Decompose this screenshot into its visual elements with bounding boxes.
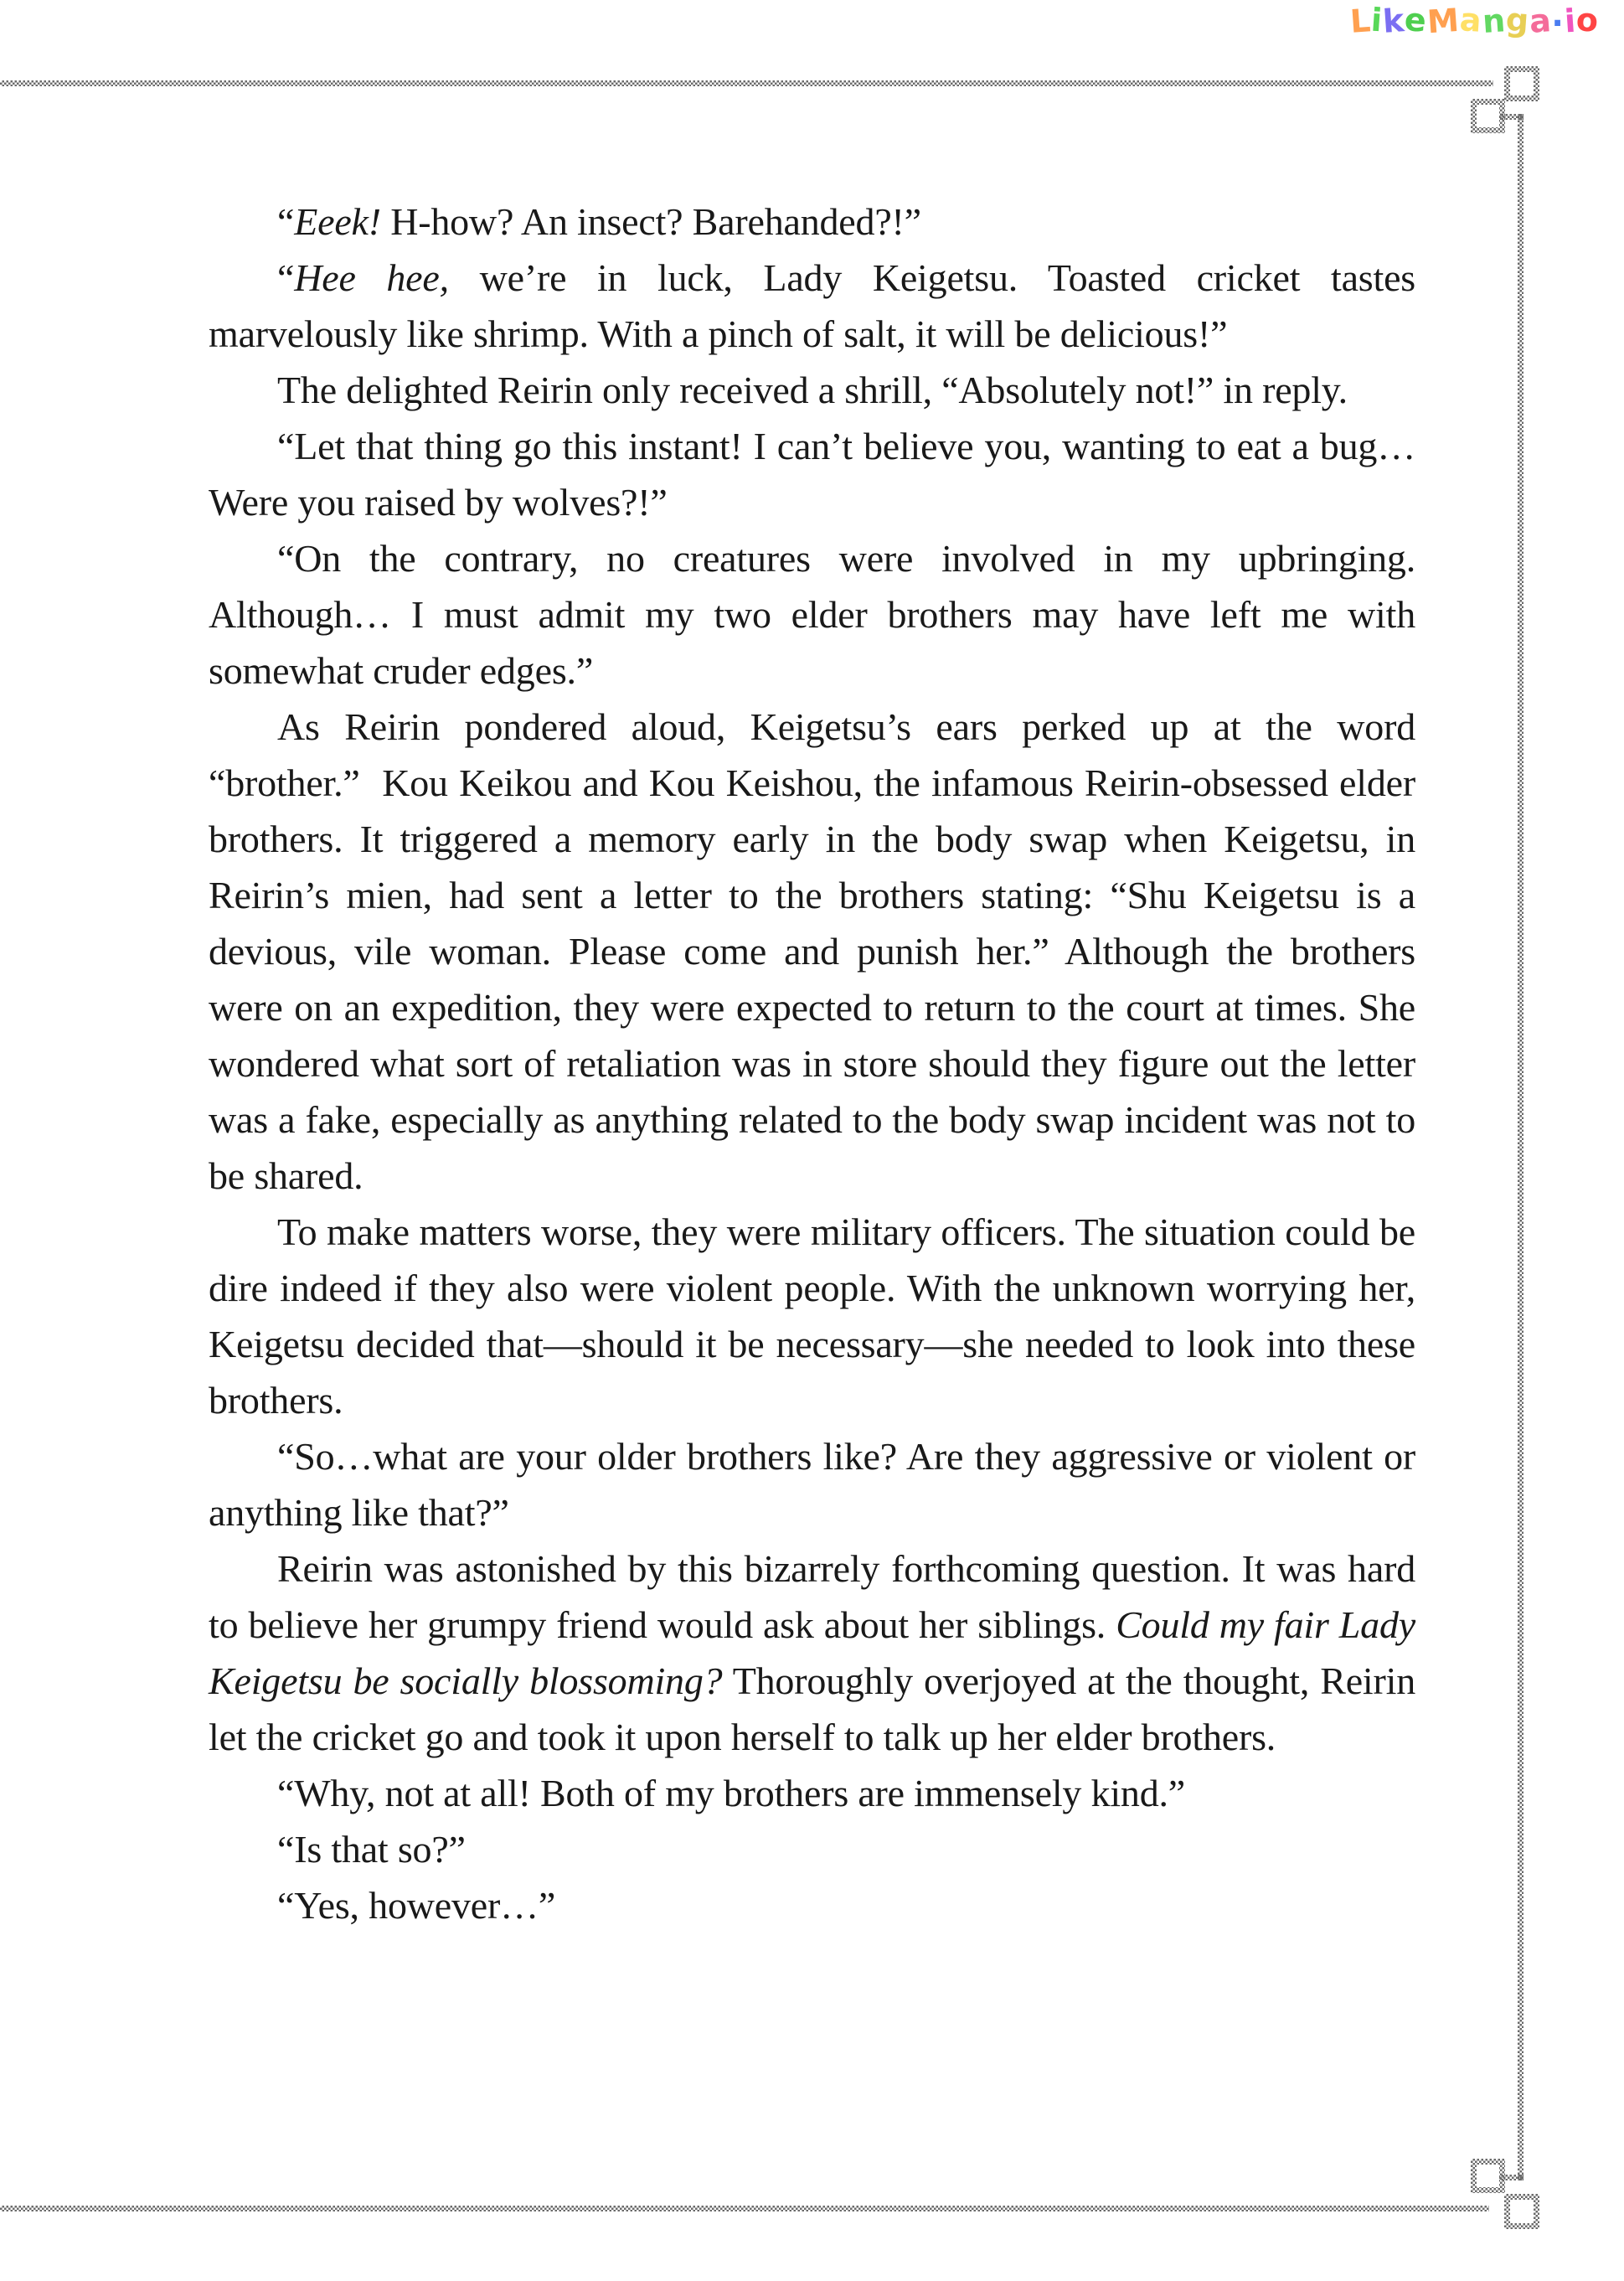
text-segment: “ [277,256,295,299]
text-segment: “On the contrary, no creatures were involved in my upbringing. Although… I must admit my two elder brothers may have left me with somewhat cruder edges.” [209,537,1415,692]
text-segment: “Let that thing go this instant! I can’t believe you, wanting to eat a bug… Were you raised by wolves?!” [209,425,1415,524]
logo-letter: L [1348,2,1373,40]
logo-letter: a [1528,2,1553,40]
logo-letter: i [1563,2,1578,40]
paragraph [209,1540,1415,1765]
paragraph [209,362,1415,418]
border-right-line [1518,114,1523,2180]
novel-page-text [209,194,1415,1933]
corner-ornament-top-right-inner-square [1471,99,1505,133]
logo-letter: e [1403,1,1429,39]
text-segment: Reirin was astonished by this bizarrely forthcoming question. It was hard to believe her grumpy friend would ask about her siblings. [209,1547,1415,1646]
logo-letter: g [1504,1,1531,39]
logo-letter: M [1426,1,1462,41]
text-segment: “Is that so?” [277,1828,466,1871]
paragraph [209,530,1415,699]
text-segment: Thoroughly overjoyed at the thought, Reirin let the cricket go and took it upon herself to talk up her elder brothers. [209,1659,1416,1758]
logo-letter: a [1458,1,1484,39]
italic-text-segment: Hee hee, [294,256,449,299]
text-segment: To make matters worse, they were military officers. The situation could be dire indeed if they also were violent people. With the unknown worrying her, Keigetsu decided that—should it be necessary—she needed to look into these brothers. [209,1210,1415,1422]
text-segment: “Why, not at all! Both of my brothers are immensely kind.” [277,1772,1186,1814]
site-logo [1350,2,1599,39]
logo-letter: . [1551,0,1565,34]
text-segment: we’re in luck, Lady Keigetsu. Toasted cricket tastes marvelously like shrimp. With a pinch of salt, it will be delicious!” [209,256,1416,355]
paragraph [209,418,1415,530]
paragraph [209,1765,1415,1821]
text-segment: H-how? An insect? Barehanded?!” [380,200,921,243]
paragraph [209,1204,1415,1428]
text-segment: The delighted Reirin only received a shrill, “Absolutely not!” in reply. [277,369,1348,411]
logo-letter: o [1575,1,1601,39]
italic-text-segment: Eeek! [294,200,381,243]
paragraph [209,1428,1415,1540]
text-segment: As Reirin pondered aloud, Keigetsu’s ears perked up at the word “brother.” Kou Keikou and Kou Keishou, the infamous Reirin-obsessed elder brothers. It triggered a memory early in the body swap when Keigetsu, in Reirin’s mien, had sent a letter to the brothers stating: “Shu Keigetsu is a devious, vile woman. Please come and punish her.” Although the brothers were on an expedition, they were expected to return to the court at times. She wondered what sort of retaliation was in store should they figure out the letter was a fake, especially as anything related to the body swap incident was not to be shared. [209,705,1415,1197]
border-top-line [0,80,1493,86]
paragraph [209,250,1415,362]
paragraph [209,1821,1415,1877]
paragraph [209,1877,1415,1933]
text-segment: “So…what are your older brothers like? Are they aggressive or violent or anything like that?” [209,1435,1415,1534]
corner-ornament-top-right-outer-square [1504,66,1539,101]
border-bottom-line [0,2206,1489,2211]
logo-letter: i [1369,1,1384,39]
italic-text-segment: Could my fair Lady Keigetsu be socially blossoming? [209,1603,1415,1702]
paragraph [209,194,1415,250]
text-segment: “Yes, however…” [277,1884,556,1927]
text-segment: “ [277,200,295,243]
logo-letter: n [1481,2,1508,40]
paragraph [209,699,1415,1204]
logo-letter: k [1381,2,1406,40]
corner-ornament-bottom-right-outer-square [1504,2194,1539,2229]
corner-ornament-bottom-right-inner-square [1471,2159,1505,2193]
